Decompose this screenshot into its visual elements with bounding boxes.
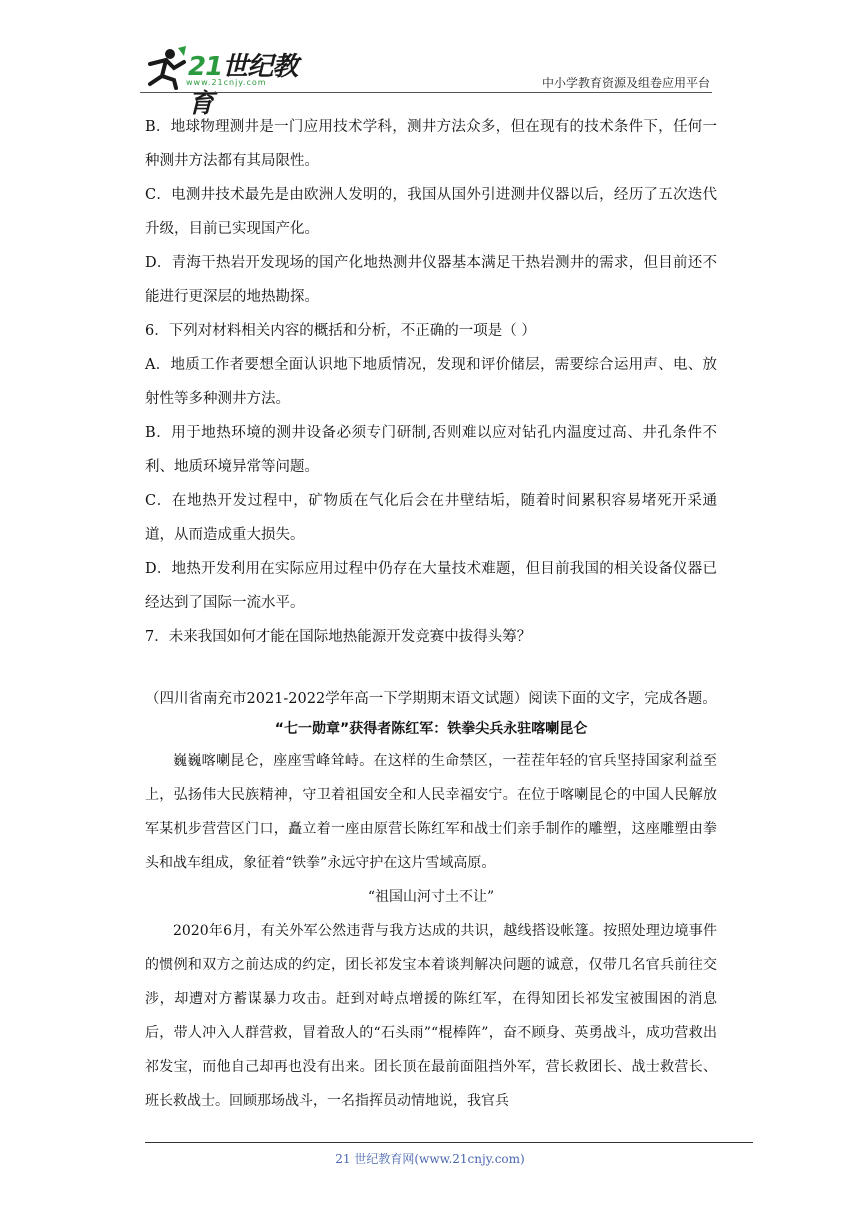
platform-label: 中小学教育资源及组卷应用平台 [541,76,710,90]
site-logo[interactable] [140,38,310,119]
option-b-5: B．地球物理测井是一门应用技术学科，测井方法众多，但在现有的技术条件下，任何一种测井方法都有其局限性。 [145,119,717,169]
question-6-stem: 6．下列对材料相关内容的概括和分析，不正确的一项是（ ） [145,323,536,339]
footer-text[interactable]: 21 世纪教育网(www.21cnjy.com) [335,1152,525,1166]
logo-wordmark: 21世纪教育 [188,52,298,119]
page-header [0,0,860,119]
header-divider [140,92,712,93]
article-paragraph: 2020年6月，有关外军公然违背与我方达成的共识，越线搭设帐篷。按照处理边境事件的惯例和双方之前达成的约定，团长祁发宝本着谈判解决问题的诚意，仅带几名官兵前往交涉，却遭对方蓄谋暴力攻击。赶到对峙点增援的陈红军，在得知团长祁发宝被围困的消息后，带人冲入人群营救，冒着敌人的“石头雨”“棍棒阵”，奋不顾身、英勇战斗，成功营救出祁发宝，而他自己却再也没有出来。团长顶在最前面阻挡外军，营长救团长、战士救营长、班长救战士。回顾那场战斗，一名指挥员动情地说，我官兵 [145,923,717,1109]
option-c-6: C．在地热开发过程中，矿物质在气化后会在井壁结垢，随着时间累积容易堵死开采通道，从而造成重大损失。 [145,493,717,543]
option-d-6: D．地热开发利用在实际应用过程中仍存在大量技术难题，但目前我国的相关设备仪器已经达到了国际一流水平。 [145,561,717,611]
article-paragraph: 巍巍喀喇昆仑，座座雪峰耸峙。在这样的生命禁区，一茬茬年轻的官兵坚持国家利益至上，弘扬伟大民族精神，守卫着祖国安全和人民幸福安宁。在位于喀喇昆仑的中国人民解放军某机步营营区门口，矗立着一座由原营长陈红军和战士们亲手制作的雕塑，这座雕塑由拳头和战车组成，象征着“铁拳”永远守护在这片雪域高原。 [145,753,717,871]
source-line: （四川省南充市2021-2022学年高一下学期期末语文试题）阅读下面的文字，完成各题。 [145,691,717,707]
article-title: “七一勋章”获得者陈红军：铁拳尖兵永驻喀喇昆仑 [274,721,588,737]
option-c-5: C．电测井技术最先是由欧洲人发明的，我国从国外引进测井仪器以后，经历了五次迭代升级，目前已实现国产化。 [145,187,717,237]
article-subheading: “祖国山河寸土不让” [367,889,495,905]
runner-logo-icon [140,44,188,90]
option-d-5: D．青海干热岩开发现场的国产化地热测井仪器基本满足干热岩测井的需求，但目前还不能进行更深层的地热勘探。 [145,255,717,305]
question-7-stem: 7．未来我国如何才能在国际地热能源开发竞赛中拔得头筹？ [145,629,532,645]
option-b-6: B．用于地热环境的测井设备必须专门研制,否则难以应对钻孔内温度过高、井孔条件不利、地质环境异常等问题。 [145,425,717,475]
footer-divider [145,1142,753,1143]
option-a-6: A．地质工作者要想全面认识地下地质情况，发现和评价储层，需要综合运用声、电、放射性等多种测井方法。 [145,357,717,407]
logo-url: www.21cnjy.com [186,78,267,87]
document-body [145,110,717,1118]
